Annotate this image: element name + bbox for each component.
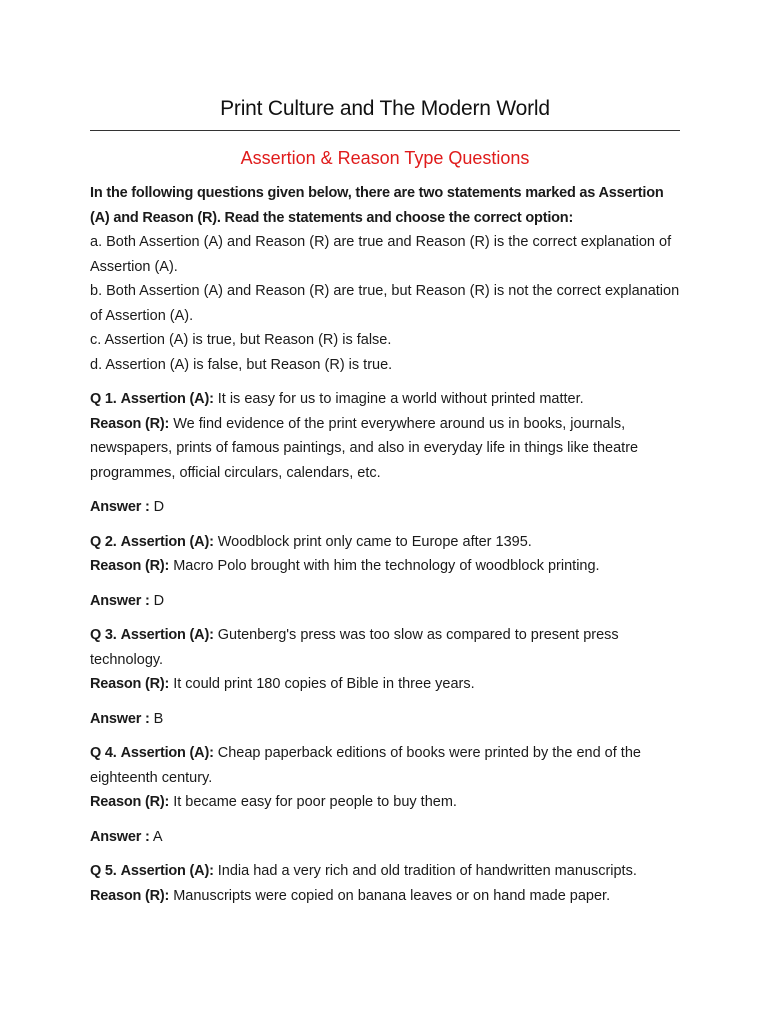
instructions-lead: In the following questions given below, there are two statements marked as Assertion (A) and Reason (R). Read the statements and choose the correct option: — [90, 185, 664, 226]
reason-label: Reason (R): — [90, 415, 170, 432]
reason-label: Reason (R): — [90, 558, 170, 574]
option-c: c. Assertion (A) is true, but Reason (R) is false. — [90, 332, 392, 348]
answer-label: Answer : — [90, 499, 150, 515]
option-a: a. Both Assertion (A) and Reason (R) are true and Reason (R) is the correct explanation of Assertion (A). — [90, 234, 672, 275]
question-5 — [90, 859, 680, 908]
assertion-line — [90, 859, 680, 884]
assertion-line — [90, 530, 680, 555]
reason-line — [90, 790, 680, 815]
assertion-text: It is easy for us to imagine a world without printed matter. — [217, 391, 584, 407]
assertion-label: Assertion (A): — [120, 863, 214, 879]
answer-3 — [90, 707, 680, 732]
assertion-label: Assertion (A): — [120, 533, 214, 550]
answer-label: Answer : — [90, 592, 150, 609]
answer-label: Answer : — [90, 710, 150, 727]
assertion-line — [90, 741, 680, 790]
reason-text: Manuscripts were copied on banana leaves or on hand made paper. — [173, 887, 611, 904]
assertion-label: Assertion (A): — [120, 391, 214, 407]
assertion-line — [90, 623, 680, 672]
question-number: Q 4. — [90, 745, 117, 761]
reason-text: It became easy for poor people to buy them. — [173, 794, 457, 810]
assertion-text: Cheap paperback editions of books were printed by the end of the eighteenth century. — [90, 745, 641, 786]
option-b: b. Both Assertion (A) and Reason (R) are true, but Reason (R) is not the correct explanation of Assertion (A). — [90, 283, 680, 324]
assertion-text: Woodblock print only came to Europe after 1395. — [217, 533, 532, 550]
question-number: Q 2. — [90, 533, 117, 550]
answer-1 — [90, 495, 680, 520]
assertion-text: Gutenberg's press was too slow as compared to present press technology. — [90, 627, 619, 668]
assertion-label: Assertion (A): — [120, 745, 214, 761]
assertion-text: India had a very rich and old tradition of handwritten manuscripts. — [217, 863, 637, 879]
answer-label: Answer : — [90, 828, 150, 845]
answer-4 — [90, 825, 680, 850]
question-4 — [90, 741, 680, 815]
reason-line — [90, 672, 680, 697]
question-2 — [90, 530, 680, 579]
question-number: Q 5. — [90, 863, 117, 879]
instructions-block — [90, 181, 680, 377]
reason-label: Reason (R): — [90, 794, 170, 810]
question-3 — [90, 623, 680, 697]
option-d: d. Assertion (A) is false, but Reason (R) is true. — [90, 356, 393, 373]
answer-value: B — [153, 710, 164, 727]
assertion-label: Assertion (A): — [120, 627, 214, 643]
reason-line — [90, 884, 680, 909]
reason-text: Macro Polo brought with him the technology of woodblock printing. — [173, 558, 600, 574]
page-title: Print Culture and The Modern World — [220, 97, 550, 120]
section-heading: Assertion & Reason Type Questions — [240, 148, 530, 168]
answer-value: A — [152, 828, 163, 845]
reason-line — [90, 412, 680, 486]
answer-2 — [90, 589, 680, 614]
question-number: Q 1. — [90, 391, 117, 407]
reason-text: We find evidence of the print everywhere around us in books, journals, newspapers, prints of famous paintings, and also in everyday life in things like theatre programmes, official circulars, calendars, etc. — [90, 415, 639, 481]
assertion-line — [90, 387, 680, 412]
reason-text: It could print 180 copies of Bible in three years. — [173, 676, 475, 692]
reason-label: Reason (R): — [90, 676, 170, 692]
reason-label: Reason (R): — [90, 887, 170, 904]
question-1 — [90, 387, 680, 485]
answer-value: D — [153, 592, 165, 609]
reason-line — [90, 554, 680, 579]
question-number: Q 3. — [90, 627, 117, 643]
title-divider — [90, 130, 680, 131]
answer-value: D — [153, 499, 165, 515]
